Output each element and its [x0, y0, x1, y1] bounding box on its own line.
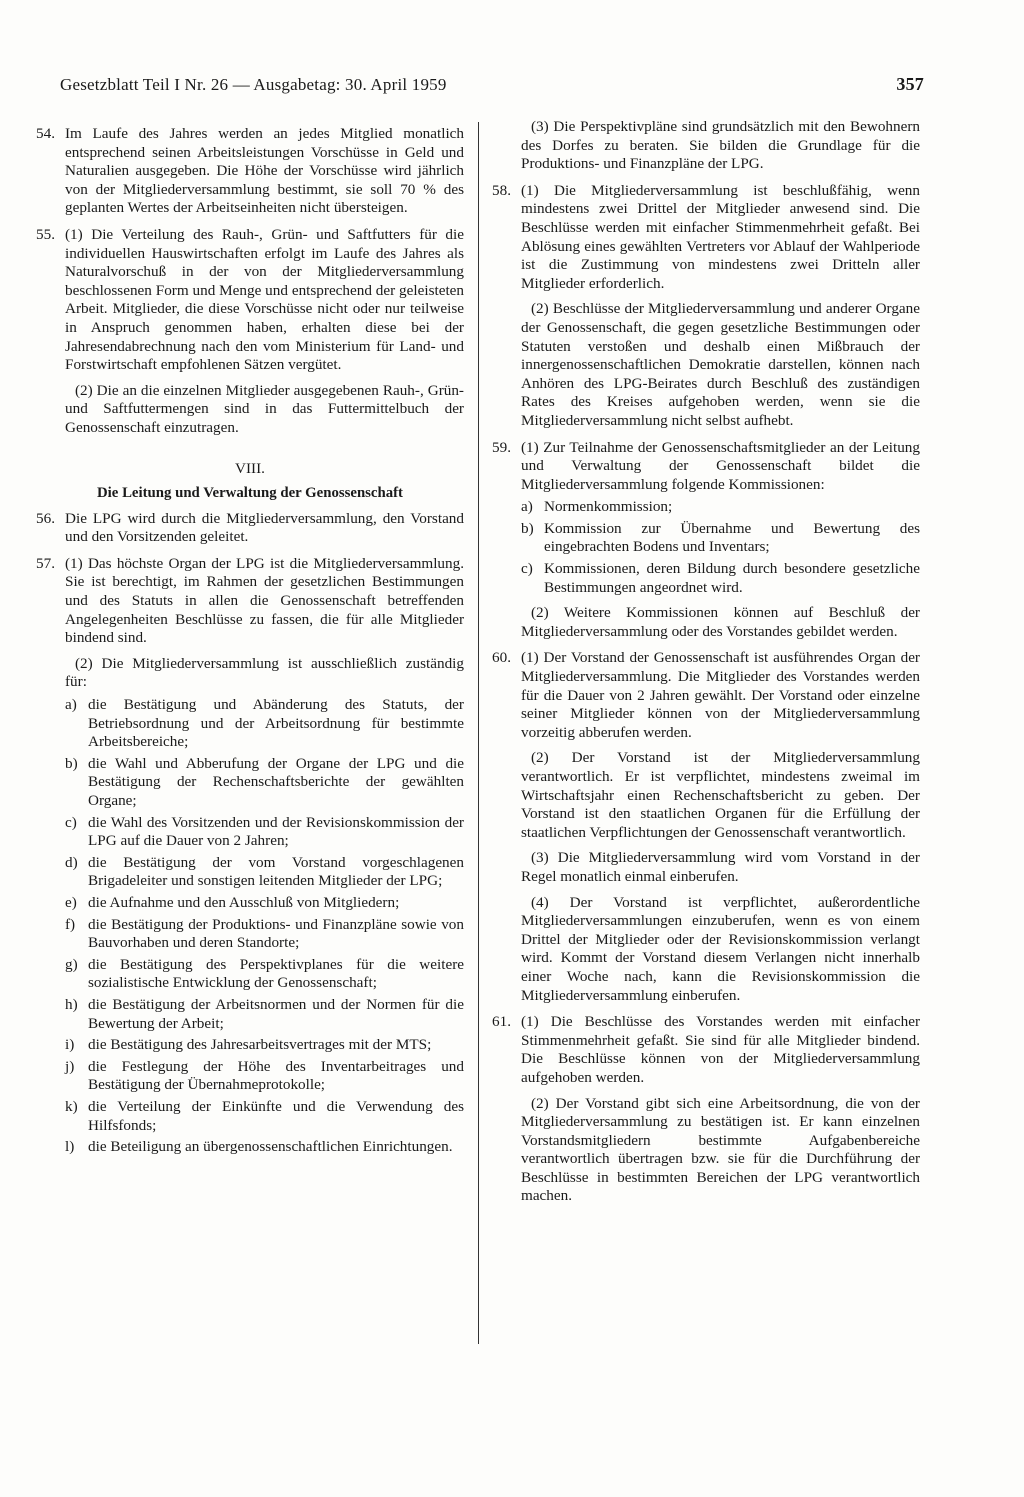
list-item-text: die Wahl und Abberufung der Organe der LPG und die Bestätigung der Rechenschaftsberichte der gewählten Organe; [88, 754, 464, 809]
list-item-label: a) [521, 498, 533, 516]
list-item-label: c) [65, 813, 77, 831]
list-item [65, 696, 464, 752]
list-item-text: die Festlegung der Höhe des Inventarbeitrages und Bestätigung der Übernahmeprotokolle; [88, 1057, 464, 1094]
subparagraph-2: (2) Die an die einzelnen Mitglieder ausgegebenen Rauh-, Grün- und Saftfuttermengen sind in das Futtermittelbuch der Genossenschaft einzutragen. [65, 381, 464, 436]
right-column [492, 118, 920, 1214]
section-numeral: VIII. [235, 459, 265, 477]
list-item-label: g) [65, 955, 78, 973]
paragraph-number: 55. [36, 225, 55, 243]
list-item [65, 1058, 464, 1095]
subparagraph-4: (4) Der Vorstand ist verpflichtet, außerordentliche Mitgliederversammlungen einzuberufen, wenn es von einem Drittel der Mitglieder oder der Revisionskommission verlangt wird. Kommt der Vorstand diesem Verlangen nicht innerhalb einer Woche nach, kann die Revisionskommission die Mitgliederversammlung einberufen. [521, 893, 920, 1004]
list-item [521, 560, 920, 597]
subparagraph-2: (2) Der Vorstand gibt sich eine Arbeitsordnung, die von der Mitgliederversammlung zu bestätigen ist. Er kann einzelnen Vorstandsmitgliedern bestimmte Aufgabenbereiche verantwortlich übertragen bzw. sie für die Durchführung der Beschlüsse in bestimmten Bereichen der LPG verantwortlich machen. [521, 1094, 920, 1205]
paragraph-number: 57. [36, 554, 55, 572]
paragraph-number: 54. [36, 125, 55, 142]
list-item-label: l) [65, 1138, 75, 1156]
list-item-text: die Bestätigung des Perspektivplanes für die weitere sozialistische Entwicklung der Genossenschaft; [88, 955, 464, 992]
list-item [65, 1036, 464, 1055]
list-item-label: d) [65, 853, 78, 871]
section-title: Die Leitung und Verwaltung der Genossenschaft [97, 485, 403, 502]
list-item-label: a) [65, 696, 77, 714]
header-title: Gesetzblatt Teil I Nr. 26 — Ausgabetag: 30. April 1959 [60, 75, 447, 94]
list-item-text: die Verteilung der Einkünfte und die Verwendung des Hilfsfonds; [88, 1097, 464, 1134]
list-item [65, 814, 464, 851]
paragraph-number: 59. [492, 438, 511, 456]
paragraph-57 [36, 555, 464, 1157]
list-item-label: k) [65, 1097, 78, 1115]
list-item [65, 996, 464, 1033]
list-item [521, 498, 920, 517]
list-item-label: j) [65, 1057, 75, 1075]
list-item-text: die Bestätigung der Arbeitsnormen und der Normen für die Bewertung der Arbeit; [88, 995, 464, 1032]
list-item [65, 916, 464, 953]
list-item-label: c) [521, 560, 533, 578]
paragraph-number: 58. [492, 181, 511, 199]
list-item-text: Kommission zur Übernahme und Bewertung des eingebrachten Bodens und Inventars; [544, 519, 920, 556]
subparagraph-1: (1) Die Mitgliederversammlung ist beschlußfähig, wenn mindestens zwei Drittel der Mitglieder anwesend sind. Die Beschlüsse werden mit einfacher Stimmenmehrheit gefaßt. Bei Ablösung eines gewählten Vertreters vor Ablauf der Wahlperiode ist die Zustimmung von mindestens zwei Dritteln aller Mitglieder erforderlich. [521, 181, 920, 292]
subparagraph-1: (1) Der Vorstand der Genossenschaft ist ausführendes Organ der Mitgliederversammlung. Die Mitglieder des Vorstandes werden für die Dauer von 2 Jahren gewählt. Der Vorstand oder einzelne seiner Mitglieder können von der Mitgliederversammlung vorzeitig abberufen werden. [521, 649, 920, 741]
list-item-text: die Bestätigung der Produktions- und Finanzpläne sowie von Bauvorhaben und deren Standorte; [88, 915, 464, 952]
page-header [60, 74, 924, 95]
paragraph-number: 60. [492, 649, 511, 667]
list-item-label: i) [65, 1036, 75, 1054]
subparagraph-2: (2) Die Mitgliederversammlung ist ausschließlich zuständig für: [65, 654, 464, 691]
list-item-text: die Beteiligung an übergenossenschaftlichen Einrichtungen. [88, 1138, 453, 1156]
paragraph-59 [492, 439, 920, 642]
paragraph-text: Die LPG wird durch die Mitgliederversammlung, den Vorstand und den Vorsitzenden geleitet. [65, 509, 464, 546]
paragraph-text: Im Laufe des Jahres werden an jedes Mitglied monatlich entsprechend seinen Arbeitsleistungen Vorschüsse in Geld und Naturalien ausgegeben. Die Höhe der Vorschüsse wird jährlich von der Mitgliederversammlung bestimmt, sie soll 70 % des geplanten Wertes der Arbeitseinheiten nicht übersteigen. [65, 125, 464, 217]
list-item-label: b) [65, 754, 78, 772]
page-number: 357 [896, 74, 924, 94]
list-item-label: b) [521, 519, 534, 537]
list-item [65, 854, 464, 891]
paragraph-57-continued: (3) Die Perspektivpläne sind grundsätzlich mit den Bewohnern des Dorfes zu beraten. Sie bilden die Grundlage für die Produktions- und Finanzpläne der LPG. [521, 118, 920, 173]
paragraph-60 [492, 649, 920, 1005]
list-item-label: e) [65, 893, 77, 911]
subparagraph-1: (1) Das höchste Organ der LPG ist die Mitgliederversammlung. Sie ist berechtigt, im Rahmen der gesetzlichen Bestimmungen und des Statuts in allen die Genossenschaft betreffenden Angelegenheiten Beschlüsse zu fassen, die für alle Mitglieder bindend sind. [65, 554, 464, 647]
subparagraph-3: (3) Die Mitgliederversammlung wird vom Vorstand in der Regel monatlich einmal einberufen. [521, 849, 920, 885]
subparagraph-2: (2) Beschlüsse der Mitgliederversammlung und anderer Organe der Genossenschaft, die gegen gesetzliche Bestimmungen oder Statuten verstoßen und deshalb einen Mißbrauch der innergenossenschaftlichen Demokratie darstellen, können nach Anhören des LPG-Beirates durch Beschluß des zuständigen Rates des Kreises aufgehoben werden, wenn sie die Mitgliederversammlung nicht selbst aufhebt. [521, 300, 920, 429]
list-item-label: h) [65, 995, 78, 1013]
subparagraph-2: (2) Der Vorstand ist der Mitgliederversammlung verantwortlich. Er ist verpflichtet, mindestens zweimal im Wirtschaftsjahr einen Rechenschaftsbericht zu geben. Der Vorstand ist den staatlichen Organen für die Erfüllung der staatlichen Verpflichtungen der Genossenschaft verantwortlich. [521, 749, 920, 841]
subparagraph-2: (2) Weitere Kommissionen können auf Beschluß der Mitgliederversammlung oder des Vorstandes gebildet werden. [521, 604, 920, 640]
subparagraph-1: (1) Zur Teilnahme der Genossenschaftsmitglieder an der Leitung und Verwaltung der Genossenschaft bildet die Mitgliederversammlung folgende Kommissionen: [521, 438, 920, 493]
subparagraph-1: (1) Die Verteilung des Rauh-, Grün- und Saftfutters für die individuellen Hauswirtschaften erfolgt im Laufe des Jahres als Naturalvorschuß in der von der Mitgliederversammlung beschlossenen Form und Menge und entsprechend der geleisteten Arbeit. Mitglieder, die diese Vorschüsse nicht oder nur teilweise in Anspruch genommen haben, erhalten diese bei der Jahresendabrechnung nach den vom Ministerium für Land- und Forstwirtschaft empfohlenen Sätzen vergütet. [65, 225, 464, 374]
responsibility-list [65, 696, 464, 1157]
list-item-text: Normenkommission; [544, 498, 673, 516]
paragraph-61 [492, 1013, 920, 1206]
list-item-text: die Aufnahme und den Ausschluß von Mitgliedern; [88, 893, 400, 911]
list-item-text: die Bestätigung und Abänderung des Statuts, der Betriebsordnung und der Arbeitsordnung für bestimmte Arbeitsbereiche; [88, 696, 464, 751]
list-item [65, 1138, 464, 1157]
list-item [65, 956, 464, 993]
commission-list [521, 498, 920, 597]
list-item [65, 755, 464, 811]
list-item-text: die Bestätigung der vom Vorstand vorgeschlagenen Brigadeleiter und sonstigen leitenden Mitglieder der LPG; [88, 853, 464, 890]
list-item [65, 894, 464, 913]
list-item [521, 520, 920, 557]
subparagraph-1: (1) Die Beschlüsse des Vorstandes werden mit einfacher Stimmenmehrheit gefaßt. Sie sind für alle Mitglieder bindend. Die Beschlüsse können von der Mitgliederversammlung aufgehoben werden. [521, 1013, 920, 1086]
left-column [36, 118, 464, 1165]
paragraph-number: 61. [492, 1013, 511, 1031]
list-item-text: die Wahl des Vorsitzenden und der Revisionskommission der LPG auf die Dauer von 2 Jahren; [88, 813, 464, 850]
list-item [65, 1098, 464, 1135]
column-divider [478, 122, 479, 1344]
paragraph-58 [492, 182, 920, 431]
paragraph-56 [36, 510, 464, 547]
paragraph-55 [36, 226, 464, 438]
paragraph-54 [36, 125, 464, 218]
paragraph-number: 56. [36, 509, 55, 527]
list-item-text: Kommissionen, deren Bildung durch besondere gesetzliche Bestimmungen angeordnet wird. [544, 560, 920, 596]
list-item-label: f) [65, 915, 76, 933]
list-item-text: die Bestätigung des Jahresarbeitsvertrages mit der MTS; [88, 1036, 432, 1054]
